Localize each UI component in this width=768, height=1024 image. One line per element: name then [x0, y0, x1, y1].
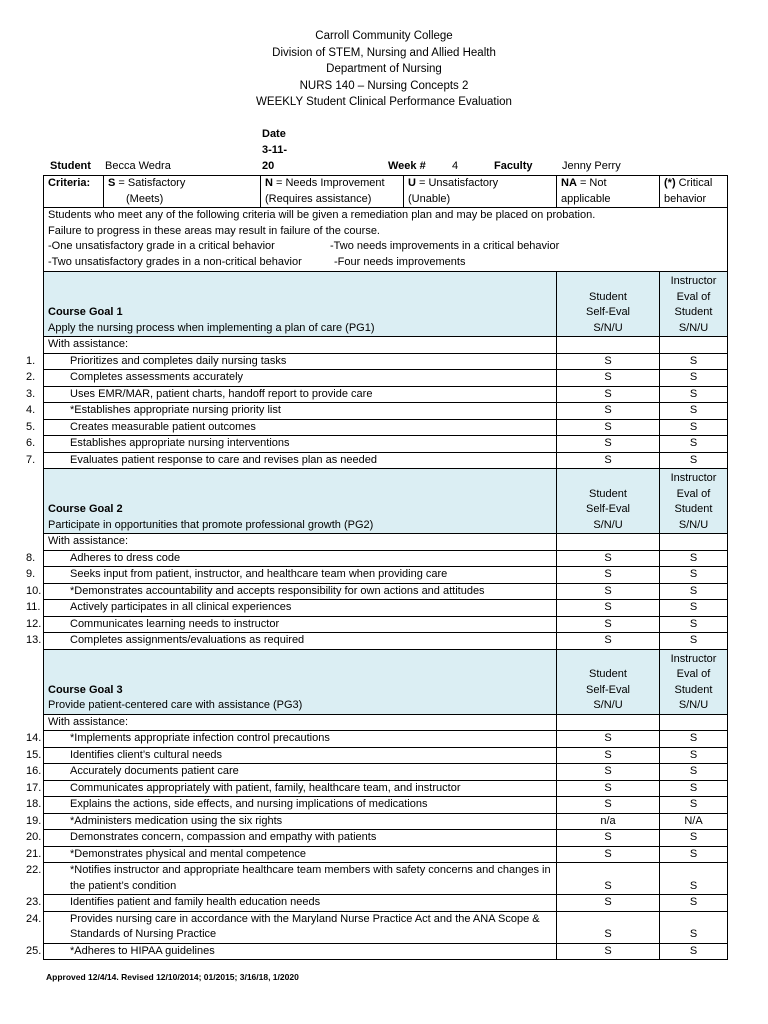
instructor-eval-cell: S: [660, 436, 728, 453]
criterion-number: 4.: [26, 404, 36, 416]
student-self-eval-cell: S: [557, 747, 660, 764]
criterion-row: [44, 731, 728, 748]
student-self-eval-cell: S: [557, 633, 660, 650]
criterion-number: 9.: [26, 568, 36, 580]
student-self-eval-cell: S: [557, 863, 660, 895]
student-self-eval-cell: n/a: [557, 813, 660, 830]
criterion-row: [44, 895, 728, 912]
criterion-row: [44, 386, 728, 403]
criterion-number: 12.: [26, 617, 42, 630]
criterion-text: 12. Communicates learning needs to instructor: [44, 616, 557, 633]
criterion-text: 3. Uses EMR/MAR, patient charts, handoff report to provide care: [44, 386, 557, 403]
criterion-text: 23. Identifies patient and family health education needs: [44, 895, 557, 912]
criterion-text: 22. *Notifies instructor and appropriate healthcare team members with safety concerns and changes in the patient’s condition: [44, 863, 557, 895]
empty-cell: [557, 714, 660, 731]
criterion-row: [44, 780, 728, 797]
criterion-number: 17.: [26, 781, 42, 794]
criterion-row: [44, 419, 728, 436]
criterion-text: 2. Completes assessments accurately: [44, 370, 557, 387]
criterion-text: 11. Actively participates in all clinical experiences: [44, 600, 557, 617]
student-label: Student: [50, 160, 91, 172]
criterion-number: 14.: [26, 732, 42, 744]
criterion-row: [44, 616, 728, 633]
instructor-eval-cell: S: [660, 567, 728, 584]
criterion-row: [44, 943, 728, 960]
student-self-eval-cell: S: [557, 403, 660, 420]
instructor-eval-cell: S: [660, 353, 728, 370]
course-goal-row: [44, 469, 728, 534]
criteria-unsatisfactory: U = Unsatisfactory (Unable): [404, 176, 557, 208]
criterion-number: 7.: [26, 453, 36, 466]
with-assistance-row: [44, 714, 728, 731]
instructor-eval-header: Instructor Eval of Student S/N/U: [660, 272, 728, 337]
instructor-eval-cell: S: [660, 863, 728, 895]
criterion-number: 25.: [26, 944, 42, 957]
date-label: Date: [262, 128, 286, 140]
criterion-row: [44, 846, 728, 863]
criterion-text: 15. Identifies client’s cultural needs: [44, 747, 557, 764]
student-self-eval-cell: S: [557, 386, 660, 403]
criterion-number: 20.: [26, 831, 42, 843]
criterion-row: [44, 452, 728, 469]
student-self-eval-cell: S: [557, 943, 660, 960]
instructor-eval-cell: S: [660, 386, 728, 403]
student-self-eval-header: Student Self-Eval S/N/U: [557, 272, 660, 337]
instructor-eval-cell: S: [660, 419, 728, 436]
empty-cell: [660, 337, 728, 354]
criterion-text: 21. *Demonstrates physical and mental competence: [44, 846, 557, 863]
with-assistance-row: [44, 337, 728, 354]
student-self-eval-cell: S: [557, 583, 660, 600]
criterion-text: 13. Completes assignments/evaluations as required: [44, 633, 557, 650]
criterion-text: 19. *Administers medication using the six rights: [44, 813, 557, 830]
criterion-row: [44, 583, 728, 600]
course-goal-row: [44, 272, 728, 337]
criterion-row: [44, 830, 728, 847]
faculty-label: Faculty: [494, 160, 533, 172]
instructor-eval-cell: S: [660, 633, 728, 650]
student-self-eval-cell: S: [557, 780, 660, 797]
instructor-eval-cell: S: [660, 830, 728, 847]
instructor-eval-cell: S: [660, 895, 728, 912]
instructor-eval-cell: S: [660, 764, 728, 781]
date-value-line1: 3-11-: [262, 144, 288, 156]
course-name: NURS 140 – Nursing Concepts 2: [299, 79, 469, 92]
student-self-eval-cell: S: [557, 419, 660, 436]
instructor-eval-cell: S: [660, 780, 728, 797]
student-self-eval-cell: S: [557, 616, 660, 633]
student-self-eval-cell: S: [557, 567, 660, 584]
week-value: 4: [452, 160, 459, 172]
student-self-eval-cell: S: [557, 846, 660, 863]
criterion-text: 14. *Implements appropriate infection control precautions: [44, 731, 557, 748]
student-self-eval-cell: S: [557, 436, 660, 453]
criterion-row: [44, 550, 728, 567]
remediation-rules: Students who meet any of the following criteria will be given a remediation plan and may be placed on probation. Failure to progress in these areas may result in failure of the course. -One unsatisfactory grade in a critical behavior -Two needs improvements in a critical behavior -Two unsatisfactory grades in a non-critical behavior -Four needs improvements: [44, 208, 728, 272]
criterion-number: 23.: [26, 896, 42, 908]
criteria-needs-improvement: N = Needs Improvement (Requires assistance): [261, 176, 404, 208]
instructor-eval-cell: S: [660, 747, 728, 764]
instructor-eval-cell: S: [660, 616, 728, 633]
criterion-row: [44, 370, 728, 387]
criterion-row: [44, 813, 728, 830]
criterion-number: 10.: [26, 584, 42, 597]
criterion-row: [44, 911, 728, 943]
criterion-text: 18. Explains the actions, side effects, and nursing implications of medications: [44, 797, 557, 814]
date-value-line2: 20: [262, 160, 275, 172]
instructor-eval-cell: S: [660, 846, 728, 863]
student-self-eval-header: Student Self-Eval S/N/U: [557, 469, 660, 534]
instructor-eval-cell: S: [660, 731, 728, 748]
criterion-number: 21.: [26, 847, 42, 860]
instructor-eval-cell: S: [660, 550, 728, 567]
student-self-eval-cell: S: [557, 600, 660, 617]
criterion-number: 3.: [26, 387, 36, 400]
form-title: WEEKLY Student Clinical Performance Evaluation: [256, 96, 512, 108]
criterion-text: 25. *Adheres to HIPAA guidelines: [44, 943, 557, 960]
week-label: Week #: [388, 160, 426, 172]
criterion-text: 7. Evaluates patient response to care and revises plan as needed: [44, 452, 557, 469]
criterion-text: 4. *Establishes appropriate nursing priority list: [44, 403, 557, 420]
criterion-number: 15.: [26, 748, 42, 761]
criterion-row: [44, 353, 728, 370]
criterion-number: 6.: [26, 437, 36, 449]
criteria-not-applicable: NA = Not applicable: [557, 176, 660, 208]
instructor-eval-cell: S: [660, 797, 728, 814]
criterion-number: 1.: [26, 354, 36, 367]
instructor-eval-cell: S: [660, 452, 728, 469]
instructor-eval-cell: S: [660, 583, 728, 600]
with-assistance-label: With assistance:: [44, 337, 557, 354]
criterion-text: 6. Establishes appropriate nursing interventions: [44, 436, 557, 453]
student-self-eval-header: Student Self-Eval S/N/U: [557, 649, 660, 714]
with-assistance-label: With assistance:: [44, 534, 557, 551]
instructor-eval-cell: S: [660, 600, 728, 617]
instructor-eval-cell: N/A: [660, 813, 728, 830]
criterion-text: 24. Provides nursing care in accordance with the Maryland Nurse Practice Act and the ANA Scope & Standards of Nursing Practice: [44, 911, 557, 943]
instructor-eval-cell: S: [660, 911, 728, 943]
criterion-row: [44, 600, 728, 617]
instructor-eval-header: Instructor Eval of Student S/N/U: [660, 649, 728, 714]
criteria-critical: (*) Critical behavior: [660, 176, 728, 208]
criterion-number: 24.: [26, 912, 42, 925]
criterion-row: [44, 747, 728, 764]
instructor-eval-cell: S: [660, 403, 728, 420]
course-goal-title: Course Goal 3 Provide patient-centered care with assistance (PG3): [44, 649, 557, 714]
instructor-eval-header: Instructor Eval of Student S/N/U: [660, 469, 728, 534]
criterion-number: 11.: [26, 601, 41, 613]
course-goal-title: Course Goal 1 Apply the nursing process when implementing a plan of care (PG1): [44, 272, 557, 337]
criterion-number: 19.: [26, 814, 42, 827]
criterion-row: [44, 797, 728, 814]
criterion-text: 20. Demonstrates concern, compassion and empathy with patients: [44, 830, 557, 847]
criterion-text: 10. *Demonstrates accountability and accepts responsibility for own actions and attitudes: [44, 583, 557, 600]
criterion-number: 16.: [26, 765, 42, 777]
document-header: [0, 28, 768, 111]
student-value: Becca Wedra: [105, 160, 171, 172]
criterion-row: [44, 764, 728, 781]
student-self-eval-cell: S: [557, 797, 660, 814]
criterion-number: 8.: [26, 551, 36, 564]
criterion-row: [44, 863, 728, 895]
student-self-eval-cell: S: [557, 764, 660, 781]
student-self-eval-cell: S: [557, 370, 660, 387]
criteria-row: [44, 176, 728, 208]
college-name: Carroll Community College: [315, 30, 453, 42]
criterion-text: 17. Communicates appropriately with patient, family, healthcare team, and instructor: [44, 780, 557, 797]
student-self-eval-cell: S: [557, 452, 660, 469]
student-self-eval-cell: S: [557, 911, 660, 943]
criterion-text: 5. Creates measurable patient outcomes: [44, 419, 557, 436]
criterion-number: 13.: [26, 634, 42, 646]
criteria-label: Criteria:: [44, 176, 104, 208]
instructor-eval-cell: S: [660, 943, 728, 960]
faculty-value: Jenny Perry: [562, 160, 621, 172]
criterion-number: 5.: [26, 420, 36, 433]
criterion-number: 18.: [26, 798, 42, 810]
division-name: Division of STEM, Nursing and Allied Health: [272, 46, 496, 59]
rules-row: [44, 208, 728, 272]
evaluation-table: [26, 175, 728, 960]
course-goal-title: Course Goal 2 Participate in opportunities that promote professional growth (PG2): [44, 469, 557, 534]
empty-cell: [557, 534, 660, 551]
instructor-eval-cell: S: [660, 370, 728, 387]
criterion-number: 22.: [26, 864, 42, 876]
criterion-row: [44, 436, 728, 453]
student-self-eval-cell: S: [557, 895, 660, 912]
approval-footer: Approved 12/4/14. Revised 12/10/2014; 01/2015; 3/16/18, 1/2020: [46, 972, 299, 982]
empty-cell: [660, 534, 728, 551]
criterion-row: [44, 403, 728, 420]
criteria-satisfactory: S = Satisfactory (Meets): [104, 176, 261, 208]
student-self-eval-cell: S: [557, 731, 660, 748]
course-goal-row: [44, 649, 728, 714]
student-self-eval-cell: S: [557, 830, 660, 847]
empty-cell: [660, 714, 728, 731]
with-assistance-label: With assistance:: [44, 714, 557, 731]
criterion-number: 2.: [26, 371, 36, 383]
empty-cell: [557, 337, 660, 354]
department-name: Department of Nursing: [326, 63, 442, 75]
criterion-row: [44, 633, 728, 650]
criterion-text: 9. Seeks input from patient, instructor, and healthcare team when providing care: [44, 567, 557, 584]
with-assistance-row: [44, 534, 728, 551]
criterion-text: 1. Prioritizes and completes daily nursing tasks: [44, 353, 557, 370]
student-self-eval-cell: S: [557, 550, 660, 567]
criterion-row: [44, 567, 728, 584]
student-info: [46, 128, 726, 175]
criterion-text: 8. Adheres to dress code: [44, 550, 557, 567]
student-self-eval-cell: S: [557, 353, 660, 370]
criterion-text: 16. Accurately documents patient care: [44, 764, 557, 781]
